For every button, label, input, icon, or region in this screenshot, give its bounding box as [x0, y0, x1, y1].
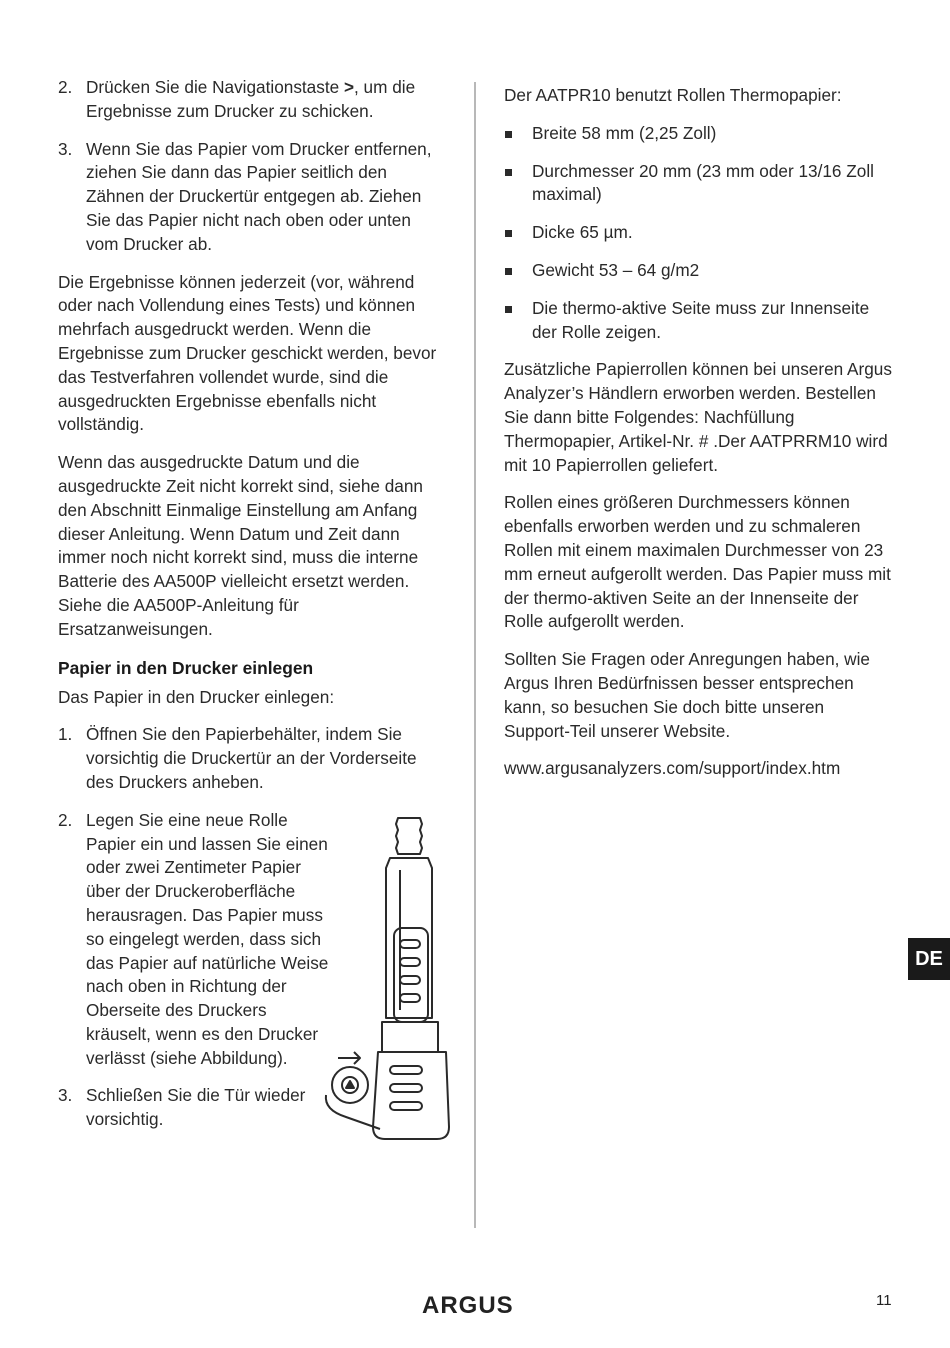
step-item [58, 76, 443, 124]
navigation-key-symbol: > [343, 77, 354, 97]
step-item [58, 809, 331, 1071]
printer-illustration [318, 810, 453, 1145]
section-intro: Das Papier in den Drucker einlegen: [58, 686, 335, 707]
step-text-before: Drücken Sie die Navigationstaste [86, 77, 344, 97]
paper-intro: Der AATPR10 benutzt Rollen Thermopapier: [504, 85, 842, 105]
bullet-square-icon [505, 230, 512, 237]
spec-text: Gewicht 53 – 64 g/m2 [532, 259, 700, 280]
paragraph-support: Sollten Sie Fragen oder Anregungen haben, wie Argus Ihren Bedürfnissen besser entsprechen kann, so besuchen Sie doch bitte unseren Support-Teil unserer Website. [504, 649, 870, 741]
step-text-after: , um die Ergebnisse zum Drucker zu schicken. [86, 77, 416, 121]
step-text: Schließen Sie die Tür wieder vorsichtig. [86, 1085, 306, 1130]
step-item [58, 1084, 331, 1132]
paragraph-date-time: Wenn das ausgedruckte Datum und die ausgedruckte Zeit nicht korrekt sind, siehe dann den Abschnitt Einmalige Einstellung am Anfang dieser Anleitung. Wenn Datum und Zeit dann immer noch nicht korrekt sind, muss die interne Batterie des AA500P vielleicht ersetzt werden. Siehe die AA500P-Anleitung für Ersatzanweisungen. [58, 452, 423, 639]
step-number: 3. [58, 138, 73, 159]
spec-text: Dicke 65 µm. [532, 222, 633, 243]
spec-item [504, 122, 894, 146]
step-text: Legen Sie eine neue Rolle Papier ein und lassen Sie einen oder zwei Zentimeter Papier über der Druckeroberfläche herausragen. Das Papier muss so eingelegt werden, dass sich das Papier auf natürliche Weise nach oben in Richtung der Oberseite des Druckers kräuselt, wenn es den Drucker verlässt (siehe Abbildung). [86, 809, 329, 1068]
paragraph-additional-rolls: Zusätzliche Papierrollen können bei unseren Argus Analyzer’s Händlern erworben werden. Bestellen Sie dann bitte Folgendes: Nachfüllung Thermopapier, Artikel-Nr. # .Der AATPRRM10 wird mit 10 Papierrollen geliefert. [504, 359, 892, 475]
spec-text: Durchmesser 20 mm (23 mm oder 13/16 Zoll maximal) [532, 160, 874, 205]
step-number: 1. [58, 724, 73, 745]
step-item [58, 138, 443, 257]
paragraph-results: Die Ergebnisse können jederzeit (vor, während oder nach Vollendung eines Tests) und können mehrfach ausgedruckt werden. Wenn die Ergebnisse zum Drucker geschickt werden, bevor das Testverfahren vollendet wurde, sind die ausgedruckten Ergebnisse ebenfalls nicht vollständig. [58, 271, 437, 435]
spec-text: Breite 58 mm (2,25 Zoll) [532, 122, 717, 143]
support-url[interactable]: www.argusanalyzers.com/support/index.htm [504, 758, 841, 779]
bullet-square-icon [505, 268, 512, 275]
spec-item [504, 259, 894, 283]
paragraph-larger-rolls: Rollen eines größeren Durchmessers können ebenfalls erworben werden und zu schmaleren Rollen mit einem maximalen Durchmesser von 23 mm erneut aufgerollt werden. Das Papier muss mit der thermo-aktiven Seite an der Innenseite der Rolle aufgerollt werden. [504, 492, 891, 632]
step-item [58, 723, 443, 794]
step-number: 3. [58, 1085, 73, 1106]
bullet-square-icon [505, 306, 512, 313]
language-tab: DE [908, 938, 950, 980]
step-text: Wenn Sie das Papier vom Drucker entfernen, ziehen Sie dann das Papier seitlich den Zähnen der Druckertür entgegen ab. Ziehen Sie das Papier nicht nach oben oder unten vom Drucker ab. [86, 138, 432, 254]
bullet-square-icon [505, 131, 512, 138]
argus-logo: ARGUS [422, 1292, 514, 1319]
step-number: 2. [58, 77, 73, 97]
spec-item [504, 221, 894, 245]
spec-item [504, 160, 894, 208]
spec-text: Die thermo-aktive Seite muss zur Innenseite der Rolle zeigen. [532, 297, 870, 342]
step-number: 2. [58, 809, 73, 830]
bullet-square-icon [505, 169, 512, 176]
send-steps-list [58, 76, 443, 257]
page-number: 11 [876, 1292, 892, 1309]
spec-item [504, 297, 894, 345]
paper-specs-list [504, 122, 894, 345]
column-divider [474, 82, 476, 1228]
step-text: Öffnen Sie den Papierbehälter, indem Sie vorsichtig die Druckertür an der Vorderseite des Druckers anheben. [86, 724, 417, 792]
right-column [504, 84, 894, 795]
section-heading: Papier in den Drucker einlegen [58, 657, 314, 678]
